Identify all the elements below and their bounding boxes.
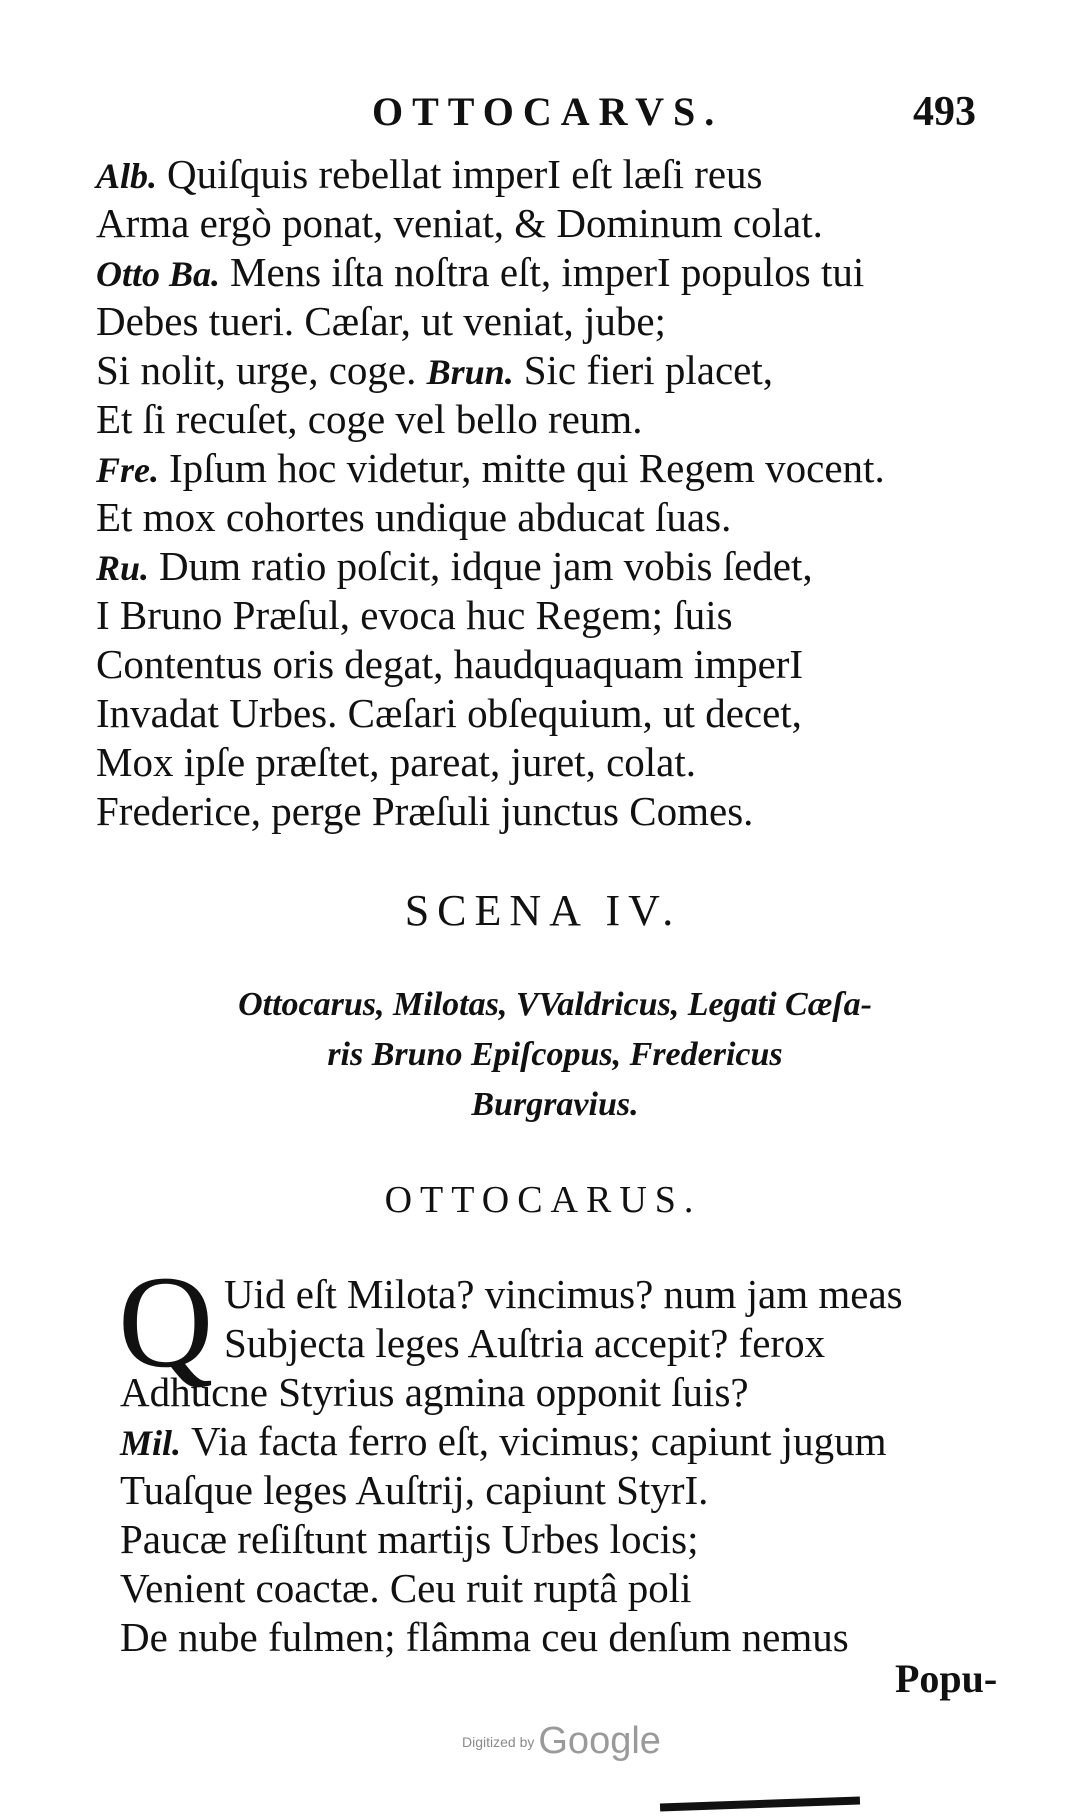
verse-line	[120, 1466, 1060, 1515]
verse-line	[96, 395, 1036, 444]
verse-text: Dum ratio poſcit, idque jam vobis ſedet,	[159, 543, 813, 589]
verse-line	[120, 1368, 1060, 1417]
verse-text: Ipſum hoc videtur, mitte qui Regem vocent.	[169, 445, 885, 491]
running-title: OTTOCARVS.	[372, 89, 724, 134]
verse-text: Tuaſque leges Auſtrij, capiunt StyrI.	[120, 1467, 709, 1513]
verse-text: Frederice, perge Præſuli junctus Comes.	[96, 788, 754, 834]
verse-text: Quiſquis rebellat imperI eſt læſi reus	[167, 151, 763, 197]
cast-list	[160, 980, 950, 1130]
verse-text: Via facta ferro eſt, vicimus; capiunt jugum	[191, 1418, 887, 1464]
speaker-tag: Otto Ba.	[96, 254, 221, 294]
verse-text: Invadat Urbes. Cæſari obſequium, ut decet,	[96, 690, 802, 736]
verse-line	[96, 199, 1036, 248]
verse-text: Mox ipſe præſtet, pareat, juret, colat.	[96, 739, 697, 785]
page-edge-mark	[660, 1797, 860, 1812]
verse-line	[96, 444, 1036, 493]
verse-line	[96, 738, 1036, 787]
verse-text: Paucæ reſiſtunt martijs Urbes locis;	[120, 1516, 699, 1562]
speaker-heading: OTTOCARUS.	[384, 1179, 702, 1221]
verse-text: I Bruno Præſul, evoca huc Regem; ſuis	[96, 592, 733, 638]
verse-line	[120, 1417, 1060, 1466]
verse-line	[96, 542, 1036, 591]
verse-line	[120, 1564, 1060, 1613]
verse-block-2	[120, 1270, 1060, 1662]
verse-text: Si nolit, urge, coge.	[96, 347, 417, 393]
verse-text: Contentus oris degat, haudquaquam imperI	[96, 641, 804, 687]
verse-line	[96, 591, 1036, 640]
verse-text: Arma ergò ponat, veniat, & Dominum colat.	[96, 200, 823, 246]
verse-text: Sic fieri placet,	[523, 347, 774, 393]
verse-line	[120, 1319, 1060, 1368]
verse-text: Et mox cohortes undique abducat ſuas.	[96, 494, 732, 540]
cast-line: Burgravius.	[471, 1086, 639, 1123]
verse-block-1	[96, 150, 1036, 836]
verse-text: Subjecta leges Auſtria accepit? ferox	[224, 1320, 826, 1366]
verse-text: Adhucne Styrius agmina opponit ſuis?	[120, 1369, 749, 1415]
page-header	[0, 88, 1086, 138]
verse-line	[96, 689, 1036, 738]
google-logo: Google	[538, 1720, 661, 1762]
speaker-tag: Brun.	[426, 352, 514, 392]
verse-text: Uid eſt Milota? vincimus? num jam meas	[224, 1271, 903, 1317]
catchword: Popu-	[895, 1656, 998, 1701]
cast-line: Ottocarus, Milotas, VValdricus, Legati Cæſa-	[238, 986, 872, 1023]
verse-line	[96, 297, 1036, 346]
verse-line	[120, 1270, 1060, 1319]
verse-text: De nube fulmen; flâmma ceu denſum nemus	[120, 1614, 849, 1660]
verse-line	[96, 787, 1036, 836]
drop-cap: Q	[118, 1248, 214, 1395]
speaker-tag: Fre.	[96, 450, 159, 490]
verse-text: Debes tueri. Cæſar, ut veniat, jube;	[96, 298, 666, 344]
verse-line	[96, 346, 1036, 395]
speaker-tag: Mil.	[120, 1423, 182, 1463]
verse-text: Et ſi recuſet, coge vel bello reum.	[96, 396, 643, 442]
scene-heading: SCENA IV.	[404, 886, 682, 935]
verse-line	[120, 1515, 1060, 1564]
verse-line	[96, 493, 1036, 542]
cast-line: ris Bruno Epiſcopus, Fredericus	[327, 1036, 783, 1073]
page-number: 493	[913, 89, 976, 135]
verse-line	[96, 640, 1036, 689]
verse-line	[96, 150, 1036, 199]
speaker-tag: Ru.	[96, 548, 150, 588]
verse-line	[96, 248, 1036, 297]
verse-text: Mens iſta noſtra eſt, imperI populos tui	[230, 249, 865, 295]
digitized-watermark	[462, 1720, 661, 1763]
speaker-tag: Alb.	[96, 156, 158, 196]
watermark-caption: Digitized by	[462, 1733, 535, 1750]
verse-text: Venient coactæ. Ceu ruit ruptâ poli	[120, 1565, 692, 1611]
